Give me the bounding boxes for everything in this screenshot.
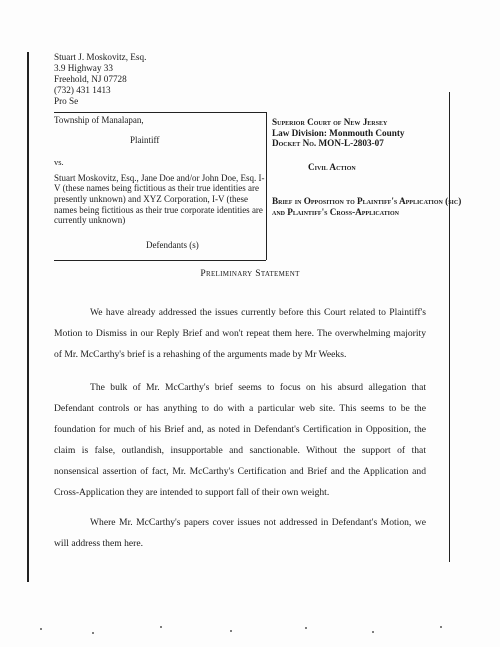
defendants-role: Defendants (s) bbox=[146, 239, 199, 250]
versus: vs. bbox=[54, 157, 64, 168]
paragraph-3: Where Mr. McCarthy's papers cover issues not addressed in Defendant's Motion, we will address them here. bbox=[54, 517, 426, 549]
brief-title: Brief in Opposition to Plaintiff's Application (sic) and Plaintiff's Cross-Application bbox=[272, 196, 462, 217]
paragraph-1: We have already addressed the issues currently before this Court related to Plaintiff's Motion to Dismiss in our Reply Brief and won't repeat them here. The overwhelming majority of Mr. McCarthy's brief is a rehashing of the arguments made by Mr Weeks. bbox=[54, 307, 426, 360]
court-division: Law Division: Monmouth County bbox=[272, 127, 405, 138]
attorney-name: Stuart J. Moskovitz, Esq. bbox=[54, 52, 147, 62]
attorney-block bbox=[54, 52, 146, 107]
attorney-status: Pro Se bbox=[54, 96, 79, 106]
scan-speck bbox=[40, 628, 42, 630]
section-heading: Preliminary Statement bbox=[200, 268, 300, 279]
plaintiff-role: Plaintiff bbox=[130, 134, 160, 145]
scan-speck bbox=[160, 626, 162, 628]
scan-speck bbox=[230, 630, 232, 632]
caption-top-rule bbox=[54, 112, 266, 113]
scan-speck bbox=[440, 626, 442, 628]
civil-action: Civil Action bbox=[308, 161, 356, 172]
caption-court bbox=[272, 117, 462, 218]
defendants-list: Stuart Moskovitz, Esq., Jane Doe and/or John Doe, Esq. I-V (these names being fictitious as their true identities are presently unknown) and XYZ Corporation, I-V (these names being fictitious as their true corporate identities are currently unknown) bbox=[54, 172, 265, 226]
left-margin-rule bbox=[27, 52, 29, 582]
caption-divider bbox=[266, 112, 267, 260]
scan-speck bbox=[305, 627, 307, 629]
plaintiff-name: Township of Manalapan, bbox=[54, 115, 144, 125]
scan-speck bbox=[372, 631, 374, 633]
caption-bottom-rule bbox=[54, 260, 266, 261]
attorney-phone: (732) 431 1413 bbox=[54, 85, 111, 95]
scan-speck bbox=[92, 632, 94, 634]
attorney-city: Freehold, NJ 07728 bbox=[54, 74, 127, 84]
caption-parties bbox=[54, 115, 266, 250]
attorney-street: 3.9 Highway 33 bbox=[54, 63, 113, 73]
docket-number: Docket No. MON-L-2803-07 bbox=[272, 138, 384, 149]
paragraph-2: The bulk of Mr. McCarthy's brief seems to focus on his absurd allegation that Defendant controls or has anything to do with a particular web site. This seems to be the foundation for much of his Brief and, as noted in Defendant's Certification in Opposition, the claim is false, outlandish, insupportable and sanctionable. Without the support of that nonsensical assertion of fact, Mr. McCarthy's Certification and Brief and the Application and Cross-Application they are intended to support fall of their own weight. bbox=[54, 382, 426, 498]
court-name: Superior Court of New Jersey bbox=[272, 117, 388, 127]
court-info bbox=[272, 117, 462, 149]
